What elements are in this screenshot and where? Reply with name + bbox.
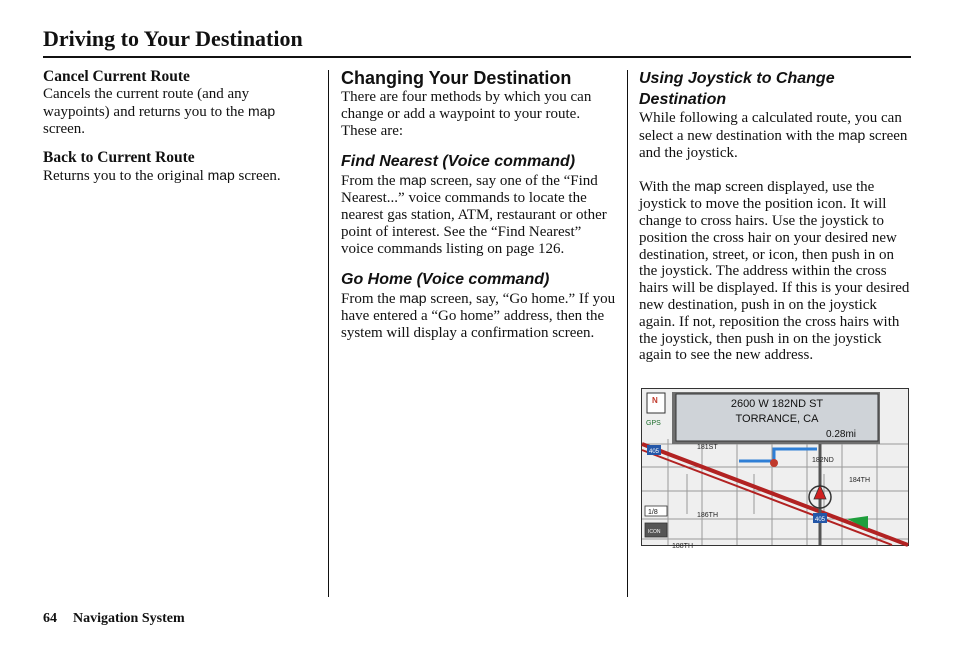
scale-label: 1/8	[648, 509, 658, 516]
back-route-heading: Back to Current Route	[43, 149, 195, 167]
distance-readout: 0.28mi	[826, 429, 857, 440]
column-divider-1	[328, 70, 329, 597]
cancel-route-heading: Cancel Current Route	[43, 68, 190, 85]
address-line-2: TORRANCE, CA	[735, 413, 819, 425]
shield-label-2: 405	[815, 517, 826, 523]
find-text-part1: From the	[341, 173, 400, 190]
navigation-map-screenshot	[641, 388, 909, 550]
shield-label-1: 405	[649, 449, 660, 455]
right-column	[639, 68, 911, 364]
address-line-1: 2600 W 182ND ST	[730, 398, 824, 410]
cancel-text-part2: screen.	[43, 120, 86, 137]
find-nearest-heading: Find Nearest (Voice command)	[341, 153, 576, 171]
cancel-text-part1: Cancels the current route (and any waypoints) and returns you to the	[43, 86, 250, 120]
cancel-map-term: map	[247, 102, 276, 119]
joystick-heading: Using Joystick to Change Destination	[639, 70, 835, 108]
find-nearest-text	[341, 172, 616, 257]
p2-text-part1: With the	[639, 179, 695, 196]
street-label-184: 184TH	[849, 477, 871, 484]
gps-label: GPS	[646, 420, 661, 427]
page-number: 64	[43, 611, 57, 626]
street-label-188: 188TH	[672, 543, 694, 550]
middle-column	[341, 68, 616, 342]
back-text-part2: screen.	[234, 168, 281, 185]
find-map-term: map	[399, 172, 427, 189]
p2-map-term: map	[694, 178, 722, 195]
changing-destination-intro: There are four methods by which you can change or add a waypoint to your route. These are:	[341, 89, 592, 139]
back-route-text	[43, 167, 318, 185]
p1-text-part1: While following a calculated route, you can select a new destination with the	[639, 110, 902, 144]
north-label: N	[652, 396, 658, 405]
destination-icon	[770, 459, 778, 467]
p1-text-part2: screen and the joystick.	[639, 127, 908, 161]
title-rule	[43, 56, 911, 58]
joystick-paragraph-2	[639, 178, 911, 364]
street-label-181: 181ST	[697, 444, 718, 451]
icon-button-label: ICON	[648, 529, 661, 535]
column-divider-2	[627, 70, 628, 597]
map-drawing	[642, 389, 908, 550]
street-label-182: 182ND	[812, 457, 834, 464]
left-column	[43, 68, 318, 185]
page-footer	[43, 611, 185, 627]
street-label-186: 186TH	[697, 512, 719, 519]
changing-destination-heading: Changing Your Destination	[341, 68, 572, 88]
home-text-part2: screen, say, “Go home.” If you have entered a “Go home” address, then the system will display a confirmation screen.	[341, 291, 616, 341]
page-title: Driving to Your Destination	[43, 26, 303, 51]
go-home-text	[341, 290, 616, 341]
home-text-part1: From the	[341, 291, 400, 308]
go-home-heading: Go Home (Voice command)	[341, 271, 550, 289]
p1-map-term: map	[838, 126, 866, 143]
joystick-paragraph-1	[639, 110, 911, 161]
p2-text-part2: screen displayed, use the joystick to move the position icon. It will change to cross hairs. Use the joystick to position the cross hair on your desired new destination, street, or icon, then push in on the joystick. The address within the cross hairs will be displayed. If this is your desired new destination, push in on the joystick again. If not, reposition the cross hairs with the joystick, then push in on the joystick again to see the new address.	[639, 179, 910, 364]
back-map-term: map	[207, 167, 235, 184]
back-text-part1: Returns you to the original	[43, 168, 208, 185]
footer-section: Navigation System	[73, 611, 185, 626]
home-map-term: map	[399, 290, 427, 307]
find-text-part2: screen, say one of the “Find Nearest...” voice commands to locate the nearest gas station, ATM, restaurant or other point of interest. See the “Find Nearest” voice commands listing on page 126.	[341, 173, 607, 257]
cancel-route-text	[43, 86, 318, 137]
